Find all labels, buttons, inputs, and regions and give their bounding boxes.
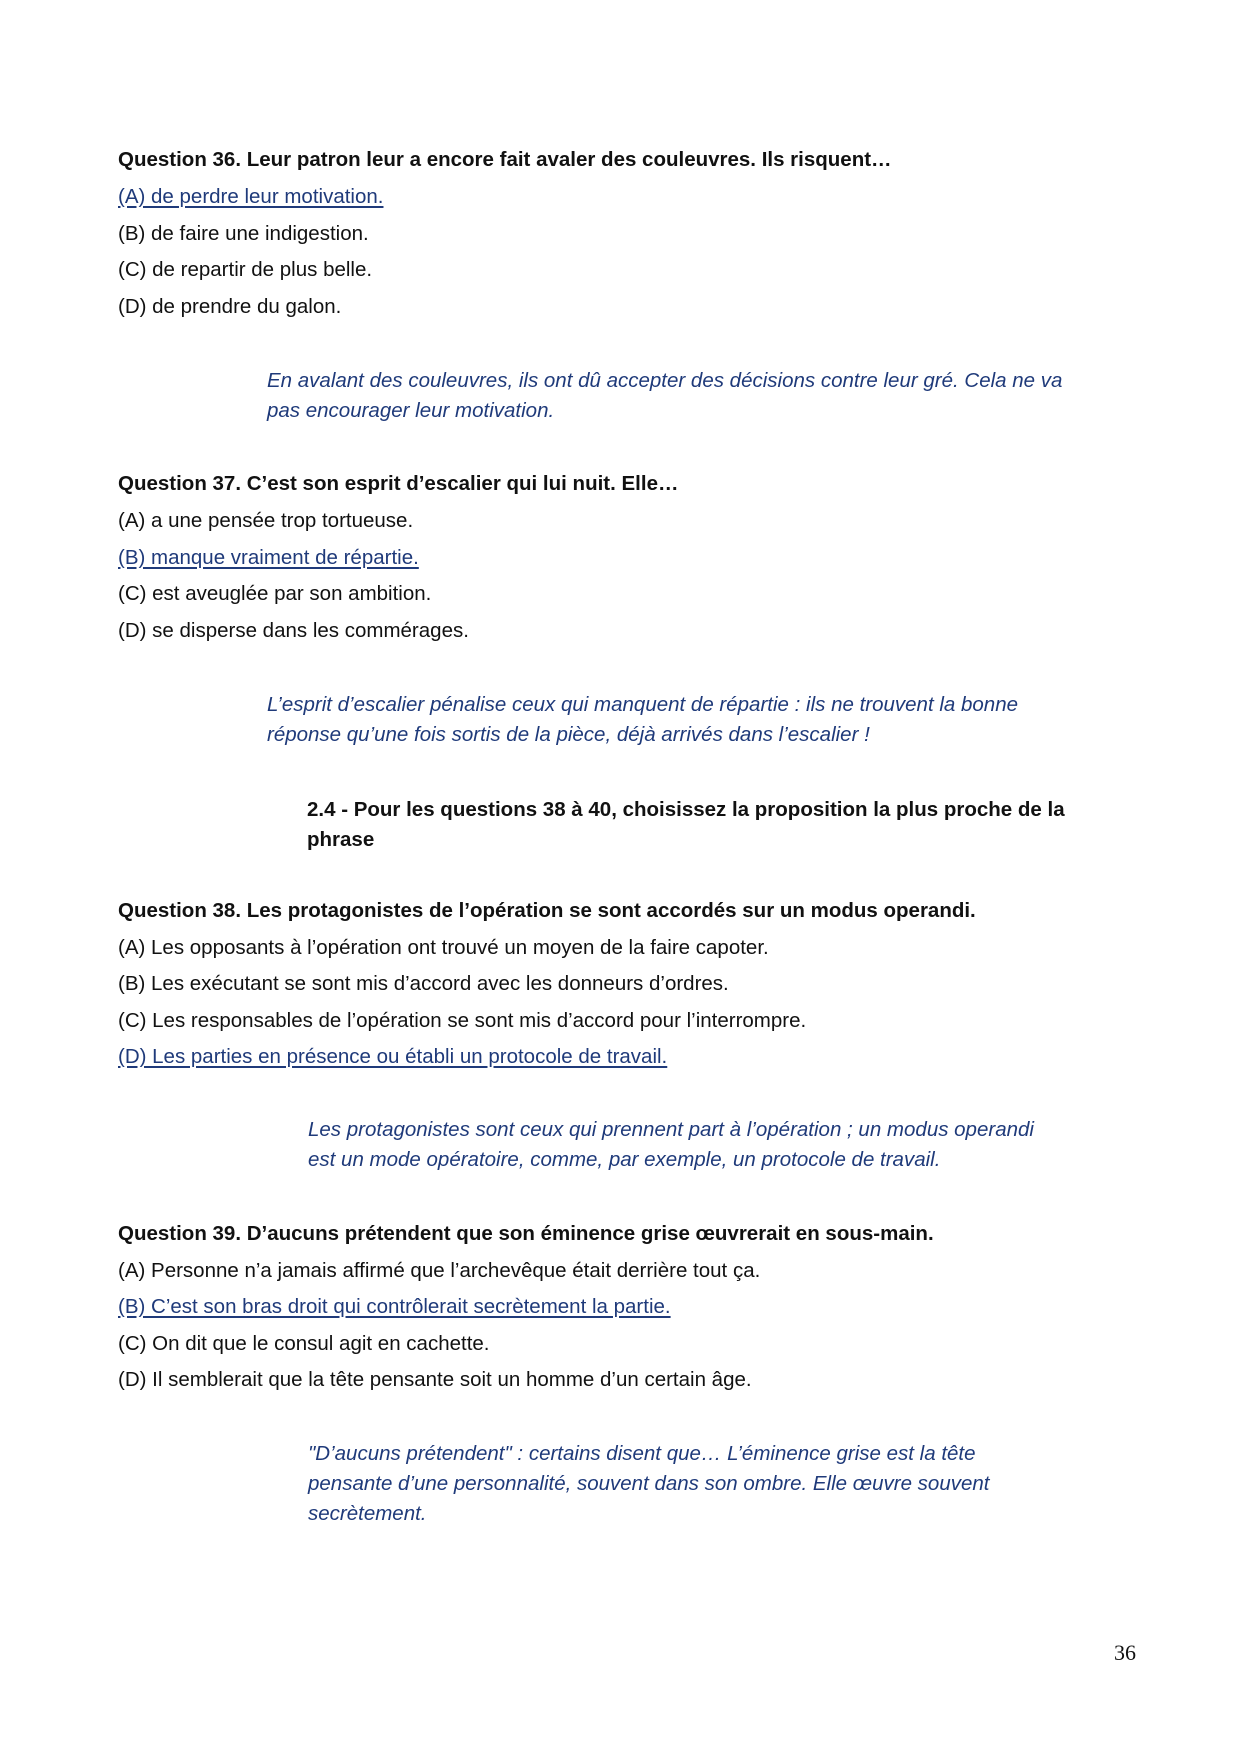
question-39-explanation <box>308 1439 1138 1529</box>
question-36-explanation <box>267 366 1147 426</box>
question-37-option-a: (A) a une pensée trop tortueuse. <box>118 509 414 532</box>
question-37-option-c: (C) est aveuglée par son ambition. <box>118 582 432 605</box>
question-38-option-b: (B) Les exécutant se sont mis d’accord avec les donneurs d’ordres. <box>118 972 729 995</box>
question-36-option-c: (C) de repartir de plus belle. <box>118 258 373 281</box>
question-36-title: Question 36. Leur patron leur a encore fait avaler des couleuvres. Ils risquent… <box>118 148 892 171</box>
question-38-title: Question 38. Les protagonistes de l’opération se sont accordés sur un modus operandi. <box>118 899 976 922</box>
question-38-option-c: (C) Les responsables de l’opération se sont mis d’accord pour l’interrompre. <box>118 1009 807 1032</box>
section-heading <box>307 795 1127 855</box>
section-heading-line: 2.4 - Pour les questions 38 à 40, choisissez la proposition la plus proche de la <box>307 798 1065 821</box>
question-37-option-d: (D) se disperse dans les commérages. <box>118 619 469 642</box>
explanation-line: est un mode opératoire, comme, par exemple, un protocole de travail. <box>308 1148 941 1171</box>
section-heading-line: phrase <box>307 828 375 851</box>
question-38-explanation <box>308 1115 1138 1175</box>
question-36-option-b: (B) de faire une indigestion. <box>118 222 369 245</box>
question-37-explanation <box>267 690 1147 750</box>
question-39-title: Question 39. D’aucuns prétendent que son éminence grise œuvrerait en sous-main. <box>118 1222 934 1245</box>
question-37-option-b: (B) manque vraiment de répartie. <box>118 546 419 569</box>
explanation-line: réponse qu’une fois sortis de la pièce, déjà arrivés dans l’escalier ! <box>267 723 870 746</box>
explanation-line: secrètement. <box>308 1502 427 1525</box>
question-37-title: Question 37. C’est son esprit d’escalier qui lui nuit. Elle… <box>118 472 679 495</box>
page-number: 36 <box>1114 1640 1136 1665</box>
question-38-option-a: (A) Les opposants à l’opération ont trouvé un moyen de la faire capoter. <box>118 936 769 959</box>
explanation-line: pensante d’une personnalité, souvent dans son ombre. Elle œuvre souvent <box>308 1472 990 1495</box>
question-39-option-d: (D) Il semblerait que la tête pensante soit un homme d’un certain âge. <box>118 1368 752 1391</box>
explanation-line: pas encourager leur motivation. <box>267 399 555 422</box>
explanation-line: L’esprit d’escalier pénalise ceux qui manquent de répartie : ils ne trouvent la bonne <box>267 693 1018 716</box>
question-39-option-a: (A) Personne n’a jamais affirmé que l’archevêque était derrière tout ça. <box>118 1259 761 1282</box>
question-36-option-d: (D) de prendre du galon. <box>118 295 342 318</box>
explanation-line: Les protagonistes sont ceux qui prennent part à l’opération ; un modus operandi <box>308 1118 1034 1141</box>
question-38-option-d: (D) Les parties en présence ou établi un protocole de travail. <box>118 1045 668 1068</box>
question-36-option-a: (A) de perdre leur motivation. <box>118 185 384 208</box>
question-39-option-c: (C) On dit que le consul agit en cachette. <box>118 1332 490 1355</box>
question-39-option-b: (B) C’est son bras droit qui contrôlerait secrètement la partie. <box>118 1295 671 1318</box>
explanation-line: En avalant des couleuvres, ils ont dû accepter des décisions contre leur gré. Cela ne va <box>267 369 1063 392</box>
explanation-line: "D’aucuns prétendent" : certains disent que… L’éminence grise est la tête <box>308 1442 976 1465</box>
